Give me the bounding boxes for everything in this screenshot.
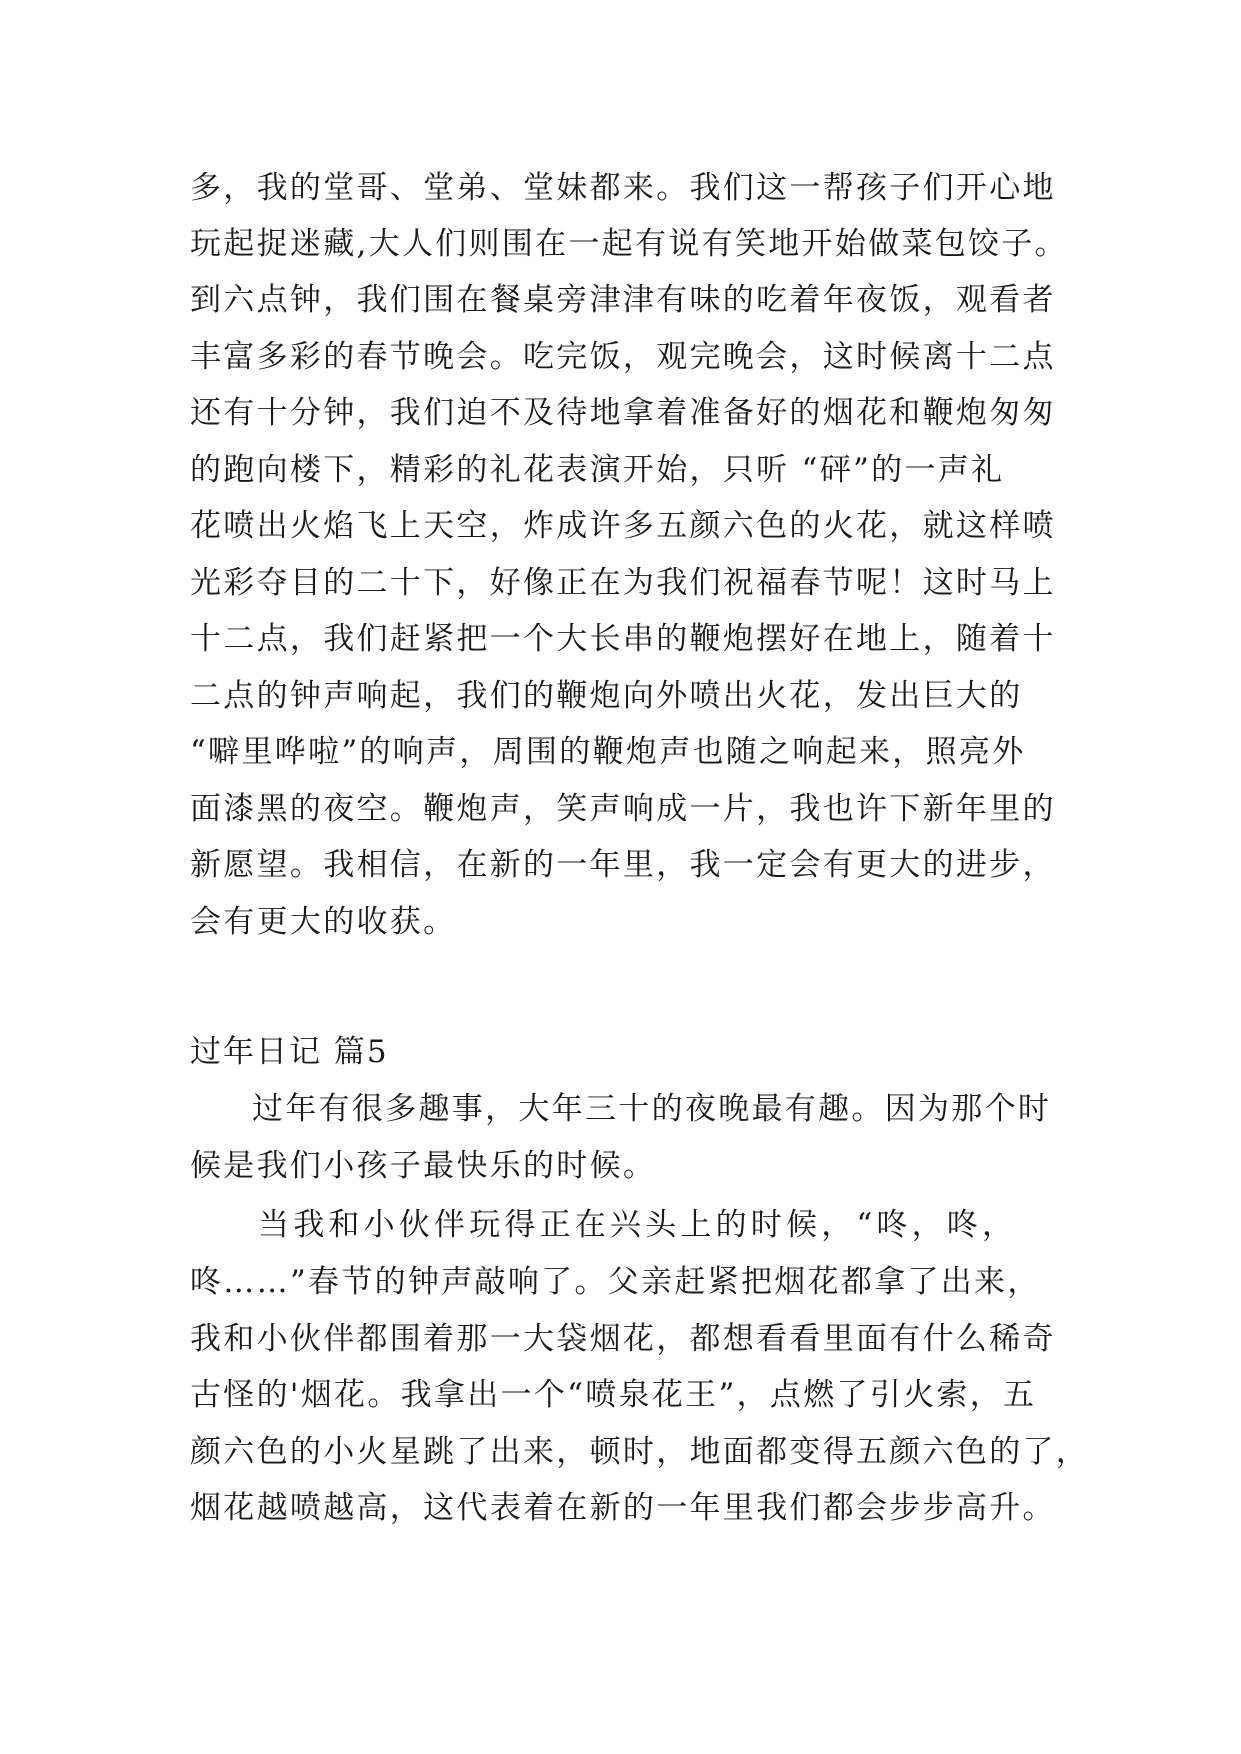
paragraph-line: 十二点，我们赶紧把一个大长串的鞭炮摆好在地上，随着十 bbox=[190, 621, 1056, 657]
paragraph-line: 丰富多彩的春节晚会。吃完饭，观完晚会，这时候离十二点 bbox=[190, 339, 1056, 375]
paragraph-line: 烟花越喷越高，这代表着在新的一年里我们都会步步高升。 bbox=[190, 1490, 1056, 1526]
paragraph-line: 会有更大的收获。 bbox=[190, 904, 457, 940]
paragraph-line: 过年有很多趣事，大年三十的夜晚最有趣。因为那个时 bbox=[252, 1091, 1052, 1127]
paragraph-line: 还有十分钟，我们迫不及待地拿着准备好的烟花和鞭炮匆匆 bbox=[190, 395, 1056, 431]
paragraph-line: 古怪的'烟花。我拿出一个“喷泉花王”，点燃了引火索，五 bbox=[190, 1377, 1037, 1413]
paragraph-line: 多，我的堂哥、堂弟、堂妹都来。我们这一帮孩子们开心地 bbox=[190, 170, 1056, 206]
paragraph-line: 的跑向楼下，精彩的礼花表演开始，只听 “砰”的一声礼 bbox=[190, 452, 1005, 488]
paragraph-line: 我和小伙伴都围着那一大袋烟花，都想看看里面有什么稀奇 bbox=[190, 1321, 1056, 1357]
paragraph-line: 颜六色的小火星跳了出来，顿时，地面都变得五颜六色的了， bbox=[190, 1434, 1090, 1470]
paragraph-line: 咚……”春节的钟声敲响了。父亲赶紧把烟花都拿了出来， bbox=[190, 1264, 1041, 1300]
paragraph-line: 到六点钟，我们围在餐桌旁津津有味的吃着年夜饭，观看者 bbox=[190, 282, 1056, 318]
paragraph-line: 面漆黑的夜空。鞭炮声，笑声响成一片，我也许下新年里的 bbox=[190, 791, 1056, 827]
paragraph-line: 光彩夺目的二十下，好像正在为我们祝福春节呢！这时马上 bbox=[190, 565, 1056, 601]
paragraph-line: 玩起捉迷藏,大人们则围在一起有说有笑地开始做菜包饺子。 bbox=[190, 226, 1068, 262]
paragraph-line: “噼里哗啦”的响声，周围的鞭炮声也随之响起来，照亮外 bbox=[190, 734, 1026, 770]
paragraph-line: 二点的钟声响起，我们的鞭炮向外喷出火花，发出巨大的 bbox=[190, 678, 1023, 714]
paragraph-line: 候是我们小孩子最快乐的时候。 bbox=[190, 1148, 657, 1184]
paragraph-line: 新愿望。我相信，在新的一年里，我一定会有更大的进步， bbox=[190, 847, 1056, 883]
section-title: 过年日记 篇5 bbox=[190, 1034, 389, 1070]
paragraph-line: 当我和小伙伴玩得正在兴头上的时候，“咚，咚， bbox=[258, 1207, 1018, 1243]
paragraph-line: 花喷出火焰飞上天空，炸成许多五颜六色的火花，就这样喷 bbox=[190, 508, 1056, 544]
